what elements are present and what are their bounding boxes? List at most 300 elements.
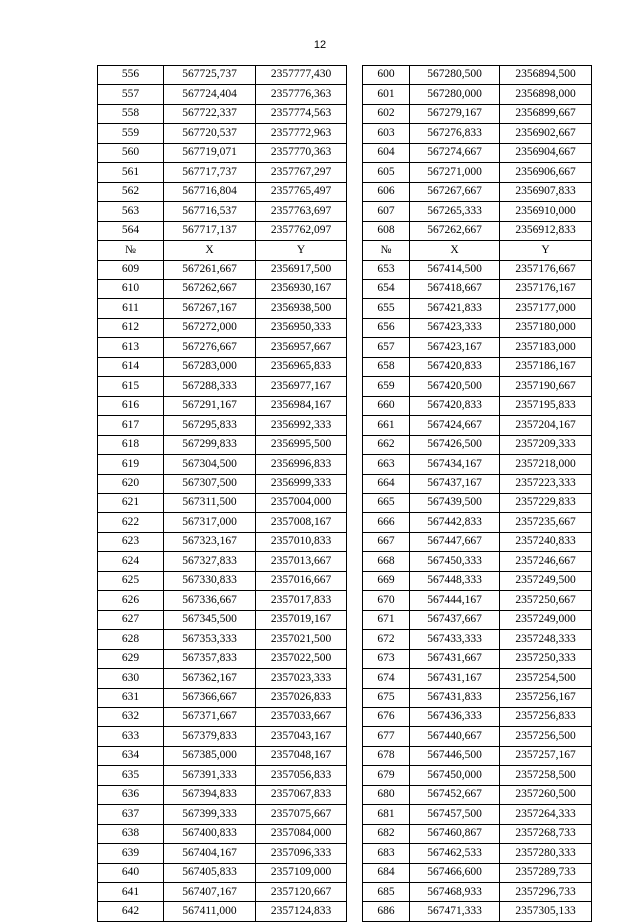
x-coordinate-cell: 567317,000 bbox=[164, 513, 256, 532]
table-row bbox=[363, 299, 592, 318]
x-coordinate-cell: 567725,737 bbox=[164, 66, 256, 85]
table-row bbox=[98, 669, 347, 688]
table-row bbox=[98, 455, 347, 474]
table-row bbox=[98, 707, 347, 726]
y-coordinate-cell: 2357096,333 bbox=[256, 844, 347, 863]
table-row bbox=[363, 124, 592, 143]
x-coordinate-cell: 567471,333 bbox=[410, 902, 500, 921]
point-number-cell: 669 bbox=[363, 571, 410, 590]
point-number-cell: 556 bbox=[98, 66, 164, 85]
y-coordinate-cell: 2356898,000 bbox=[500, 85, 592, 104]
table-row bbox=[98, 85, 347, 104]
table-row bbox=[98, 883, 347, 902]
point-number-cell: 633 bbox=[98, 727, 164, 746]
point-number-cell: 609 bbox=[98, 260, 164, 279]
y-coordinate-cell: 2357004,000 bbox=[256, 493, 347, 512]
table-row bbox=[98, 766, 347, 785]
table-row bbox=[363, 883, 592, 902]
table-row bbox=[363, 493, 592, 512]
table-row bbox=[363, 318, 592, 337]
table-row bbox=[98, 104, 347, 123]
table-header-row bbox=[98, 241, 347, 260]
y-coordinate-cell: 2357019,167 bbox=[256, 610, 347, 629]
point-number-cell: 617 bbox=[98, 416, 164, 435]
table-row bbox=[363, 66, 592, 85]
point-number-cell: 619 bbox=[98, 455, 164, 474]
y-coordinate-cell: 2357296,733 bbox=[500, 883, 592, 902]
y-coordinate-cell: 2357033,667 bbox=[256, 707, 347, 726]
x-coordinate-cell: 567265,333 bbox=[410, 202, 500, 221]
x-coordinate-cell: 567379,833 bbox=[164, 727, 256, 746]
x-coordinate-cell: 567420,833 bbox=[410, 396, 500, 415]
x-coordinate-cell: 567295,833 bbox=[164, 416, 256, 435]
point-number-cell: 614 bbox=[98, 357, 164, 376]
table-row bbox=[363, 163, 592, 182]
table-row bbox=[363, 202, 592, 221]
x-coordinate-cell: 567717,737 bbox=[164, 163, 256, 182]
table-row bbox=[98, 357, 347, 376]
point-number-cell: 661 bbox=[363, 416, 410, 435]
x-coordinate-cell: 567267,667 bbox=[410, 182, 500, 201]
point-number-cell: 685 bbox=[363, 883, 410, 902]
point-number-cell: 659 bbox=[363, 377, 410, 396]
y-coordinate-cell: 2357250,333 bbox=[500, 649, 592, 668]
point-number-cell: 656 bbox=[363, 318, 410, 337]
point-number-cell: 678 bbox=[363, 746, 410, 765]
x-coordinate-cell: 567411,000 bbox=[164, 902, 256, 921]
y-coordinate-cell: 2357056,833 bbox=[256, 766, 347, 785]
y-coordinate-cell: 2357075,667 bbox=[256, 805, 347, 824]
table-row bbox=[98, 318, 347, 337]
point-number-cell: 670 bbox=[363, 591, 410, 610]
point-number-cell: 638 bbox=[98, 824, 164, 843]
x-coordinate-cell: 567272,000 bbox=[164, 318, 256, 337]
point-number-cell: 639 bbox=[98, 844, 164, 863]
point-number-cell: 653 bbox=[363, 260, 410, 279]
x-coordinate-cell: 567262,667 bbox=[410, 221, 500, 240]
y-coordinate-cell: 2357180,000 bbox=[500, 318, 592, 337]
point-number-cell: 662 bbox=[363, 435, 410, 454]
y-coordinate-cell: 2357186,167 bbox=[500, 357, 592, 376]
y-coordinate-cell: 2357190,667 bbox=[500, 377, 592, 396]
x-coordinate-cell: 567437,667 bbox=[410, 610, 500, 629]
y-coordinate-cell: 2357176,167 bbox=[500, 279, 592, 298]
table-row bbox=[98, 688, 347, 707]
y-coordinate-cell: 2357776,363 bbox=[256, 85, 347, 104]
x-coordinate-cell: 567371,667 bbox=[164, 707, 256, 726]
table-row bbox=[98, 260, 347, 279]
table-row bbox=[363, 377, 592, 396]
x-coordinate-cell: 567366,667 bbox=[164, 688, 256, 707]
table-row bbox=[363, 746, 592, 765]
y-coordinate-cell: 2357280,333 bbox=[500, 844, 592, 863]
point-number-cell: 613 bbox=[98, 338, 164, 357]
y-coordinate-cell: 2356899,667 bbox=[500, 104, 592, 123]
y-coordinate-cell: 2357765,497 bbox=[256, 182, 347, 201]
y-coordinate-cell: 2357067,833 bbox=[256, 785, 347, 804]
table-row bbox=[363, 396, 592, 415]
point-number-cell: 680 bbox=[363, 785, 410, 804]
table-row bbox=[98, 299, 347, 318]
y-coordinate-cell: 2357249,500 bbox=[500, 571, 592, 590]
x-coordinate-cell: 567450,333 bbox=[410, 552, 500, 571]
table-row bbox=[98, 416, 347, 435]
page-number: 12 bbox=[313, 39, 327, 51]
point-number-cell: 675 bbox=[363, 688, 410, 707]
point-number-cell: 679 bbox=[363, 766, 410, 785]
y-coordinate-cell: 2357256,167 bbox=[500, 688, 592, 707]
y-coordinate-cell: 2357109,000 bbox=[256, 863, 347, 882]
y-coordinate-cell: 2356984,167 bbox=[256, 396, 347, 415]
point-number-cell: 602 bbox=[363, 104, 410, 123]
y-coordinate-cell: 2357013,667 bbox=[256, 552, 347, 571]
x-coordinate-cell: 567274,667 bbox=[410, 143, 500, 162]
table-row bbox=[98, 124, 347, 143]
y-coordinate-cell: 2356957,667 bbox=[256, 338, 347, 357]
x-coordinate-cell: 567716,537 bbox=[164, 202, 256, 221]
x-coordinate-cell: 567431,833 bbox=[410, 688, 500, 707]
table-row bbox=[98, 532, 347, 551]
x-coordinate-cell: 567407,167 bbox=[164, 883, 256, 902]
point-number-cell: 626 bbox=[98, 591, 164, 610]
y-coordinate-cell: 2357257,167 bbox=[500, 746, 592, 765]
x-coordinate-cell: 567460,867 bbox=[410, 824, 500, 843]
table-row bbox=[363, 513, 592, 532]
y-coordinate-cell: 2357264,333 bbox=[500, 805, 592, 824]
point-number-cell: 654 bbox=[363, 279, 410, 298]
point-number-cell: 616 bbox=[98, 396, 164, 415]
y-coordinate-cell: 2357017,833 bbox=[256, 591, 347, 610]
x-coordinate-cell: 567423,333 bbox=[410, 318, 500, 337]
point-number-cell: 624 bbox=[98, 552, 164, 571]
x-coordinate-cell: 567414,500 bbox=[410, 260, 500, 279]
table-row bbox=[363, 863, 592, 882]
y-coordinate-cell: 2357084,000 bbox=[256, 824, 347, 843]
table-row bbox=[363, 474, 592, 493]
table-row bbox=[98, 279, 347, 298]
table-row bbox=[98, 649, 347, 668]
x-coordinate-cell: 567357,833 bbox=[164, 649, 256, 668]
table-row bbox=[98, 844, 347, 863]
x-coordinate-cell: 567436,333 bbox=[410, 707, 500, 726]
x-coordinate-cell: 567720,537 bbox=[164, 124, 256, 143]
coordinates-table-right bbox=[362, 65, 592, 922]
table-row bbox=[363, 455, 592, 474]
y-coordinate-cell: 2357248,333 bbox=[500, 630, 592, 649]
coordinates-table-left bbox=[97, 65, 347, 922]
y-coordinate-cell: 2356907,833 bbox=[500, 182, 592, 201]
point-number-cell: 668 bbox=[363, 552, 410, 571]
x-coordinate-cell: 567404,167 bbox=[164, 844, 256, 863]
table-row bbox=[98, 221, 347, 240]
table-row bbox=[363, 416, 592, 435]
table-row bbox=[98, 591, 347, 610]
y-coordinate-cell: 2357209,333 bbox=[500, 435, 592, 454]
x-coordinate-cell: 567450,000 bbox=[410, 766, 500, 785]
table-row bbox=[363, 552, 592, 571]
table-row bbox=[98, 338, 347, 357]
y-coordinate-cell: 2356992,333 bbox=[256, 416, 347, 435]
table-row bbox=[363, 338, 592, 357]
point-number-cell: 559 bbox=[98, 124, 164, 143]
y-column-header: Y bbox=[500, 241, 592, 260]
y-coordinate-cell: 2357305,133 bbox=[500, 902, 592, 921]
y-coordinate-cell: 2356904,667 bbox=[500, 143, 592, 162]
y-coordinate-cell: 2356938,500 bbox=[256, 299, 347, 318]
x-coordinate-cell: 567717,137 bbox=[164, 221, 256, 240]
table-row bbox=[363, 279, 592, 298]
y-coordinate-cell: 2356977,167 bbox=[256, 377, 347, 396]
table-row bbox=[363, 824, 592, 843]
table-row bbox=[363, 688, 592, 707]
point-number-cell: 634 bbox=[98, 746, 164, 765]
y-coordinate-cell: 2357008,167 bbox=[256, 513, 347, 532]
point-number-cell: 677 bbox=[363, 727, 410, 746]
x-coordinate-cell: 567421,833 bbox=[410, 299, 500, 318]
x-column-header: X bbox=[410, 241, 500, 260]
table-row bbox=[98, 163, 347, 182]
y-coordinate-cell: 2357016,667 bbox=[256, 571, 347, 590]
y-coordinate-cell: 2357289,733 bbox=[500, 863, 592, 882]
y-coordinate-cell: 2356917,500 bbox=[256, 260, 347, 279]
point-number-cell: 664 bbox=[363, 474, 410, 493]
point-number-cell: 672 bbox=[363, 630, 410, 649]
x-coordinate-cell: 567462,533 bbox=[410, 844, 500, 863]
point-number-cell: 666 bbox=[363, 513, 410, 532]
point-number-cell: 683 bbox=[363, 844, 410, 863]
x-coordinate-cell: 567442,833 bbox=[410, 513, 500, 532]
y-coordinate-cell: 2357770,363 bbox=[256, 143, 347, 162]
x-coordinate-cell: 567420,833 bbox=[410, 357, 500, 376]
table-row bbox=[98, 805, 347, 824]
x-coordinate-cell: 567719,071 bbox=[164, 143, 256, 162]
point-number-cell: 636 bbox=[98, 785, 164, 804]
x-coordinate-cell: 567280,500 bbox=[410, 66, 500, 85]
table-row bbox=[98, 396, 347, 415]
table-row bbox=[98, 474, 347, 493]
table-row bbox=[98, 630, 347, 649]
y-coordinate-cell: 2357048,167 bbox=[256, 746, 347, 765]
table-row bbox=[98, 435, 347, 454]
y-coordinate-cell: 2357022,500 bbox=[256, 649, 347, 668]
table-row bbox=[363, 805, 592, 824]
point-number-cell: 635 bbox=[98, 766, 164, 785]
table-row bbox=[363, 357, 592, 376]
table-row bbox=[363, 591, 592, 610]
x-coordinate-cell: 567424,667 bbox=[410, 416, 500, 435]
table-row bbox=[98, 377, 347, 396]
point-number-cell: 615 bbox=[98, 377, 164, 396]
point-number-cell: 611 bbox=[98, 299, 164, 318]
table-row bbox=[363, 221, 592, 240]
table-row bbox=[98, 824, 347, 843]
table-row bbox=[363, 844, 592, 863]
y-coordinate-cell: 2357218,000 bbox=[500, 455, 592, 474]
x-coordinate-cell: 567431,167 bbox=[410, 669, 500, 688]
x-coordinate-cell: 567307,500 bbox=[164, 474, 256, 493]
point-number-cell: 623 bbox=[98, 532, 164, 551]
y-coordinate-cell: 2356902,667 bbox=[500, 124, 592, 143]
y-coordinate-cell: 2356999,333 bbox=[256, 474, 347, 493]
point-number-cell: 627 bbox=[98, 610, 164, 629]
y-coordinate-cell: 2356950,333 bbox=[256, 318, 347, 337]
x-coordinate-cell: 567276,833 bbox=[410, 124, 500, 143]
x-coordinate-cell: 567724,404 bbox=[164, 85, 256, 104]
point-number-cell: 607 bbox=[363, 202, 410, 221]
y-coordinate-cell: 2357183,000 bbox=[500, 338, 592, 357]
point-number-cell: 641 bbox=[98, 883, 164, 902]
point-number-cell: 608 bbox=[363, 221, 410, 240]
table-row bbox=[363, 435, 592, 454]
y-coordinate-cell: 2356995,500 bbox=[256, 435, 347, 454]
table-row bbox=[363, 532, 592, 551]
y-coordinate-cell: 2357250,667 bbox=[500, 591, 592, 610]
x-coordinate-cell: 567426,500 bbox=[410, 435, 500, 454]
y-coordinate-cell: 2357010,833 bbox=[256, 532, 347, 551]
x-coordinate-cell: 567457,500 bbox=[410, 805, 500, 824]
x-coordinate-cell: 567385,000 bbox=[164, 746, 256, 765]
x-coordinate-cell: 567280,000 bbox=[410, 85, 500, 104]
y-coordinate-cell: 2357240,833 bbox=[500, 532, 592, 551]
x-coordinate-cell: 567440,667 bbox=[410, 727, 500, 746]
y-coordinate-cell: 2357204,167 bbox=[500, 416, 592, 435]
point-number-cell: 612 bbox=[98, 318, 164, 337]
x-coordinate-cell: 567271,000 bbox=[410, 163, 500, 182]
y-coordinate-cell: 2357026,833 bbox=[256, 688, 347, 707]
y-coordinate-cell: 2357023,333 bbox=[256, 669, 347, 688]
table-row bbox=[363, 85, 592, 104]
y-coordinate-cell: 2357258,500 bbox=[500, 766, 592, 785]
x-coordinate-cell: 567444,167 bbox=[410, 591, 500, 610]
point-number-cell: 625 bbox=[98, 571, 164, 590]
table-row bbox=[363, 630, 592, 649]
table-row bbox=[98, 182, 347, 201]
table-row bbox=[98, 610, 347, 629]
x-coordinate-cell: 567405,833 bbox=[164, 863, 256, 882]
point-number-cell: 562 bbox=[98, 182, 164, 201]
x-coordinate-cell: 567327,833 bbox=[164, 552, 256, 571]
y-coordinate-cell: 2356996,833 bbox=[256, 455, 347, 474]
x-coordinate-cell: 567468,933 bbox=[410, 883, 500, 902]
y-coordinate-cell: 2356912,833 bbox=[500, 221, 592, 240]
y-coordinate-cell: 2356930,167 bbox=[256, 279, 347, 298]
x-column-header: X bbox=[164, 241, 256, 260]
point-number-cell: 610 bbox=[98, 279, 164, 298]
y-coordinate-cell: 2356894,500 bbox=[500, 66, 592, 85]
x-coordinate-cell: 567716,804 bbox=[164, 182, 256, 201]
table-row bbox=[363, 707, 592, 726]
table-row bbox=[363, 571, 592, 590]
y-coordinate-cell: 2357043,167 bbox=[256, 727, 347, 746]
table-row bbox=[363, 649, 592, 668]
table-row bbox=[363, 727, 592, 746]
table-row bbox=[363, 785, 592, 804]
y-coordinate-cell: 2357021,500 bbox=[256, 630, 347, 649]
x-coordinate-cell: 567323,167 bbox=[164, 532, 256, 551]
point-number-cell: 629 bbox=[98, 649, 164, 668]
x-coordinate-cell: 567283,000 bbox=[164, 357, 256, 376]
y-coordinate-cell: 2357223,333 bbox=[500, 474, 592, 493]
table-row bbox=[363, 260, 592, 279]
point-number-cell: 564 bbox=[98, 221, 164, 240]
y-coordinate-cell: 2357767,297 bbox=[256, 163, 347, 182]
y-coordinate-cell: 2357256,500 bbox=[500, 727, 592, 746]
point-number-cell: 642 bbox=[98, 902, 164, 921]
x-coordinate-cell: 567304,500 bbox=[164, 455, 256, 474]
y-coordinate-cell: 2357772,963 bbox=[256, 124, 347, 143]
x-coordinate-cell: 567261,667 bbox=[164, 260, 256, 279]
point-number-cell: 671 bbox=[363, 610, 410, 629]
y-coordinate-cell: 2357268,733 bbox=[500, 824, 592, 843]
point-number-cell: 606 bbox=[363, 182, 410, 201]
point-number-cell: 637 bbox=[98, 805, 164, 824]
point-number-cell: 621 bbox=[98, 493, 164, 512]
table-row bbox=[98, 552, 347, 571]
y-coordinate-cell: 2357195,833 bbox=[500, 396, 592, 415]
point-number-cell: 673 bbox=[363, 649, 410, 668]
point-number-cell: 600 bbox=[363, 66, 410, 85]
point-number-cell: 620 bbox=[98, 474, 164, 493]
y-coordinate-cell: 2357235,667 bbox=[500, 513, 592, 532]
table-row bbox=[363, 610, 592, 629]
point-number-cell: 657 bbox=[363, 338, 410, 357]
x-coordinate-cell: 567447,667 bbox=[410, 532, 500, 551]
point-number-cell: 631 bbox=[98, 688, 164, 707]
y-coordinate-cell: 2357777,430 bbox=[256, 66, 347, 85]
x-coordinate-cell: 567345,500 bbox=[164, 610, 256, 629]
point-number-cell: 663 bbox=[363, 455, 410, 474]
point-number-cell: 561 bbox=[98, 163, 164, 182]
y-coordinate-cell: 2356965,833 bbox=[256, 357, 347, 376]
x-coordinate-cell: 567311,500 bbox=[164, 493, 256, 512]
y-coordinate-cell: 2357120,667 bbox=[256, 883, 347, 902]
x-coordinate-cell: 567446,500 bbox=[410, 746, 500, 765]
x-coordinate-cell: 567279,167 bbox=[410, 104, 500, 123]
x-coordinate-cell: 567400,833 bbox=[164, 824, 256, 843]
point-number-cell: 560 bbox=[98, 143, 164, 162]
x-coordinate-cell: 567434,167 bbox=[410, 455, 500, 474]
x-coordinate-cell: 567452,667 bbox=[410, 785, 500, 804]
point-number-cell: 640 bbox=[98, 863, 164, 882]
x-coordinate-cell: 567391,333 bbox=[164, 766, 256, 785]
x-coordinate-cell: 567267,167 bbox=[164, 299, 256, 318]
point-number-cell: 618 bbox=[98, 435, 164, 454]
y-coordinate-cell: 2357246,667 bbox=[500, 552, 592, 571]
x-coordinate-cell: 567288,333 bbox=[164, 377, 256, 396]
point-number-cell: 557 bbox=[98, 85, 164, 104]
point-number-cell: 630 bbox=[98, 669, 164, 688]
table-row bbox=[98, 863, 347, 882]
x-coordinate-cell: 567330,833 bbox=[164, 571, 256, 590]
y-coordinate-cell: 2357763,697 bbox=[256, 202, 347, 221]
table-row bbox=[363, 669, 592, 688]
x-coordinate-cell: 567418,667 bbox=[410, 279, 500, 298]
y-coordinate-cell: 2357762,097 bbox=[256, 221, 347, 240]
table-row bbox=[363, 766, 592, 785]
point-number-cell: 622 bbox=[98, 513, 164, 532]
point-number-cell: 605 bbox=[363, 163, 410, 182]
x-coordinate-cell: 567399,333 bbox=[164, 805, 256, 824]
point-number-cell: 558 bbox=[98, 104, 164, 123]
x-coordinate-cell: 567423,167 bbox=[410, 338, 500, 357]
point-number-cell: 601 bbox=[363, 85, 410, 104]
number-column-header: № bbox=[363, 241, 410, 260]
y-coordinate-cell: 2357249,000 bbox=[500, 610, 592, 629]
x-coordinate-cell: 567353,333 bbox=[164, 630, 256, 649]
point-number-cell: 682 bbox=[363, 824, 410, 843]
point-number-cell: 655 bbox=[363, 299, 410, 318]
y-coordinate-cell: 2356906,667 bbox=[500, 163, 592, 182]
